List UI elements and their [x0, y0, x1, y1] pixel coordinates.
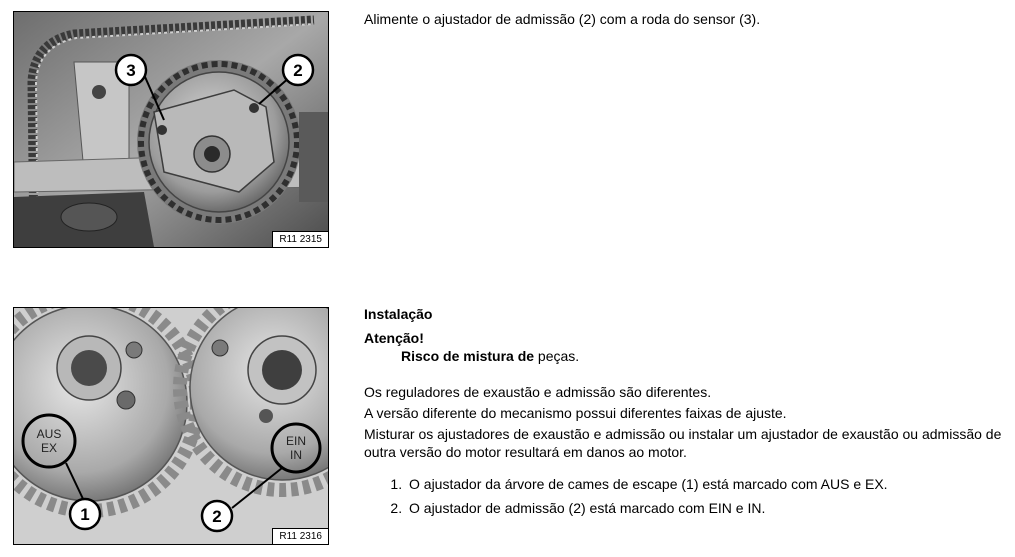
- marking-ex: EX: [40, 441, 58, 455]
- marking-list: [364, 475, 1004, 517]
- marking-in: IN: [290, 448, 302, 462]
- installation-text-block: [364, 305, 1004, 523]
- list-item: 2. O ajustador de admissão (2) está marcado com EIN e IN.: [406, 499, 1004, 517]
- figure-camshaft-adjuster-sensor-wheel: [13, 11, 329, 248]
- engine-photo-1: [14, 12, 328, 247]
- figure-reference-label: R11 2316: [272, 528, 328, 544]
- marking-aus: AUS: [36, 427, 62, 441]
- svg-text:2: 2: [212, 507, 222, 526]
- svg-text:3: 3: [126, 61, 136, 80]
- paragraph-3: Misturar os ajustadores de exaustão e admissão ou instalar um ajustador de exaustão ou admissão de outra versão do motor resultará em danos ao motor.: [364, 426, 1002, 460]
- list-item: 1. O ajustador da árvore de cames de escape (1) está marcado com AUS e EX.: [406, 475, 1004, 493]
- figure-reference-label: R11 2315: [272, 231, 328, 247]
- step-1-instruction: Alimente o ajustador de admissão (2) com a roda do sensor (3).: [364, 11, 761, 27]
- attention-warning-bold: Risco de mistura de: [401, 348, 535, 364]
- figure-adjuster-markings: [13, 307, 329, 545]
- marking-ein: EIN: [285, 434, 307, 448]
- attention-warning-rest: peças.: [534, 348, 580, 364]
- callout-1: [70, 499, 100, 529]
- svg-text:1: 1: [80, 505, 90, 524]
- paragraph-1: Os reguladores de exaustão e admissão são diferentes.: [364, 384, 712, 400]
- engine-photo-2: [14, 308, 328, 544]
- svg-text:2: 2: [293, 61, 303, 80]
- paragraph-2: A versão diferente do mecanismo possui diferentes faixas de ajuste.: [364, 405, 787, 421]
- installation-heading: Instalação: [364, 306, 433, 322]
- attention-label: Atenção!: [364, 330, 424, 346]
- step-1-text-block: [364, 10, 760, 28]
- callout-2: [283, 55, 313, 85]
- attention-warning: [401, 347, 1004, 365]
- callout-2: [202, 501, 232, 531]
- callout-3: [116, 55, 146, 85]
